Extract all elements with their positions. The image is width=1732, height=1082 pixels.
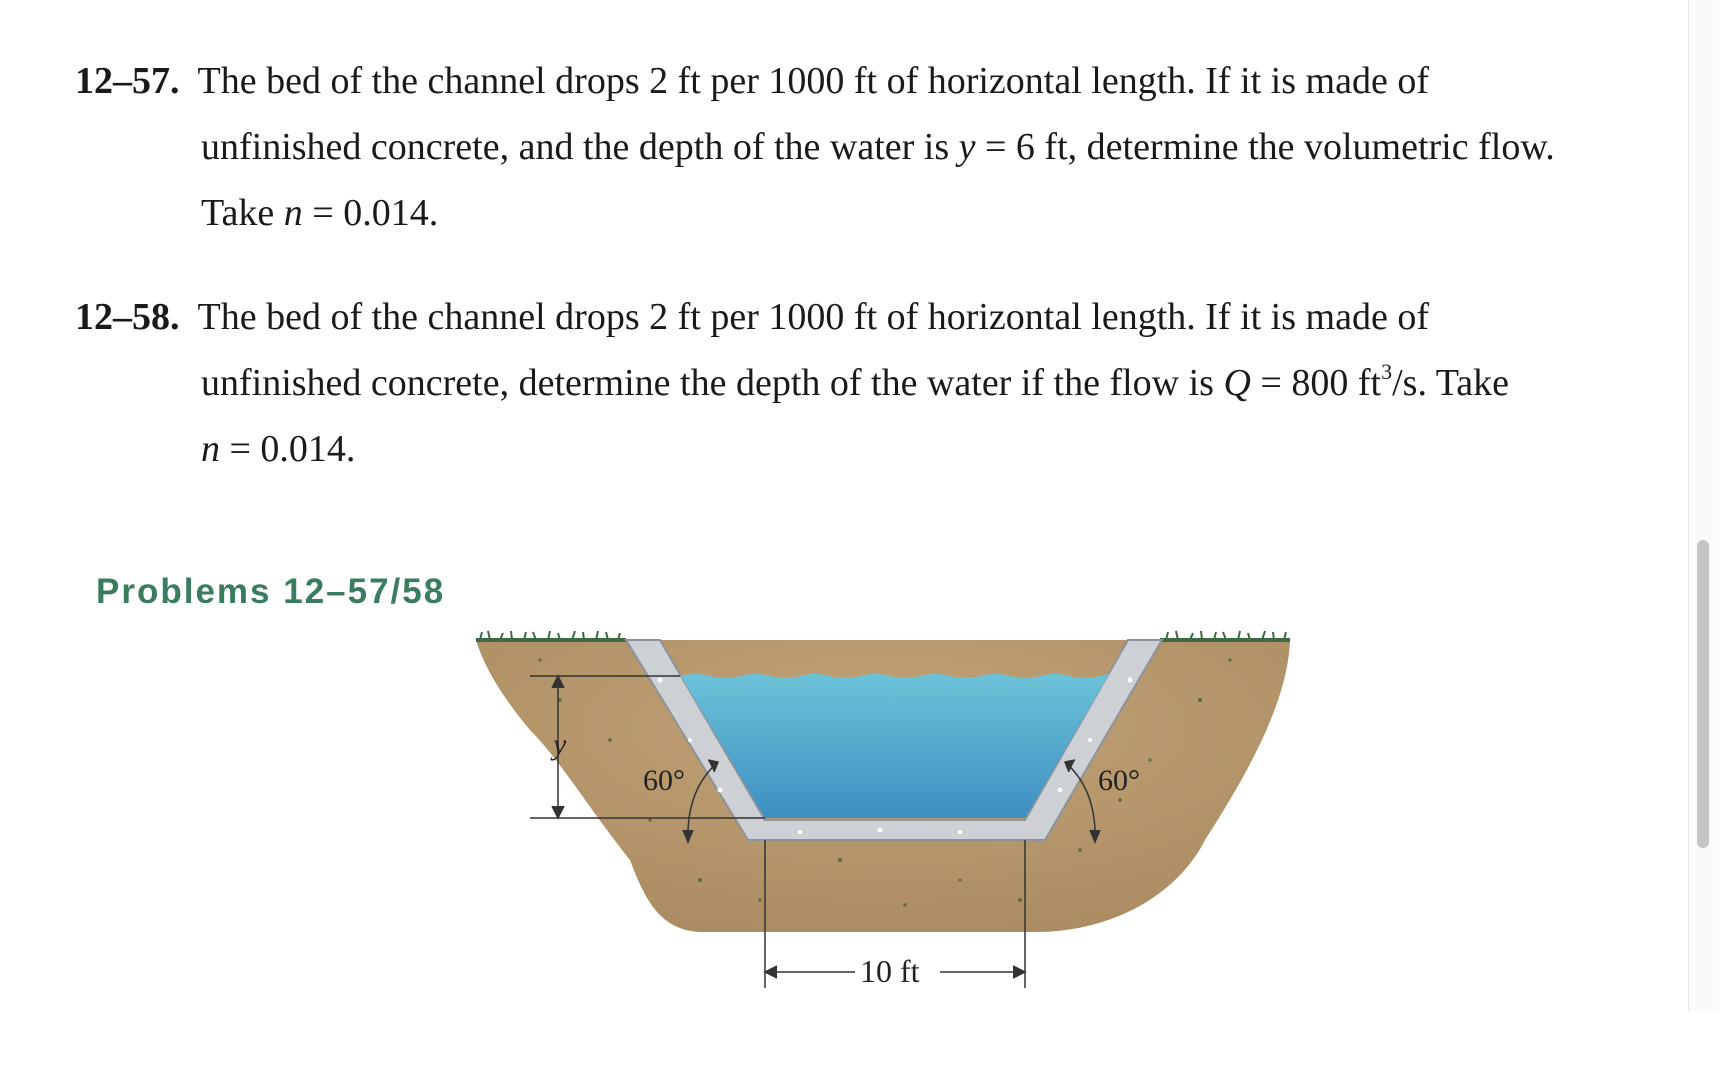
variable-q: Q (1223, 362, 1251, 404)
figure-caption: Problems 12–57/58 (96, 572, 446, 611)
variable-n: n (201, 428, 220, 470)
problem-line-3: n = 0.014. (201, 428, 356, 470)
problem-line-2: unfinished concrete, determine the depth of the water if the flow is Q = 800 $ft^3/s$. Take (201, 359, 1510, 404)
right-angle-label: 60° (1098, 764, 1140, 797)
base-width-label: 10 ft (860, 953, 920, 989)
problem-line-2: unfinished concrete, and the depth of the water is y = 6 ft, determine the volumetric flow. (201, 126, 1555, 168)
problem-number: 12–57. (75, 60, 180, 102)
problem-line-1: 12–58. The bed of the channel drops 2 ft per 1000 ft of horizontal length. If it is made of (75, 296, 1429, 338)
scrollbar-track[interactable] (1688, 0, 1719, 1012)
variable-n: n (283, 192, 303, 234)
scrollbar-thumb[interactable] (1697, 540, 1709, 848)
grass (476, 631, 1290, 640)
exponent: 3 (1381, 359, 1393, 385)
depth-label: y (553, 728, 567, 761)
left-angle-label: 60° (643, 764, 685, 797)
problem-line-1: 12–57. The bed of the channel drops 2 ft per 1000 ft of horizontal length. If it is made of (75, 60, 1429, 102)
problem-number: 12–58. (75, 296, 180, 338)
variable-y: y (958, 126, 976, 168)
problem-line-3: Take n = 0.014. (201, 192, 439, 234)
